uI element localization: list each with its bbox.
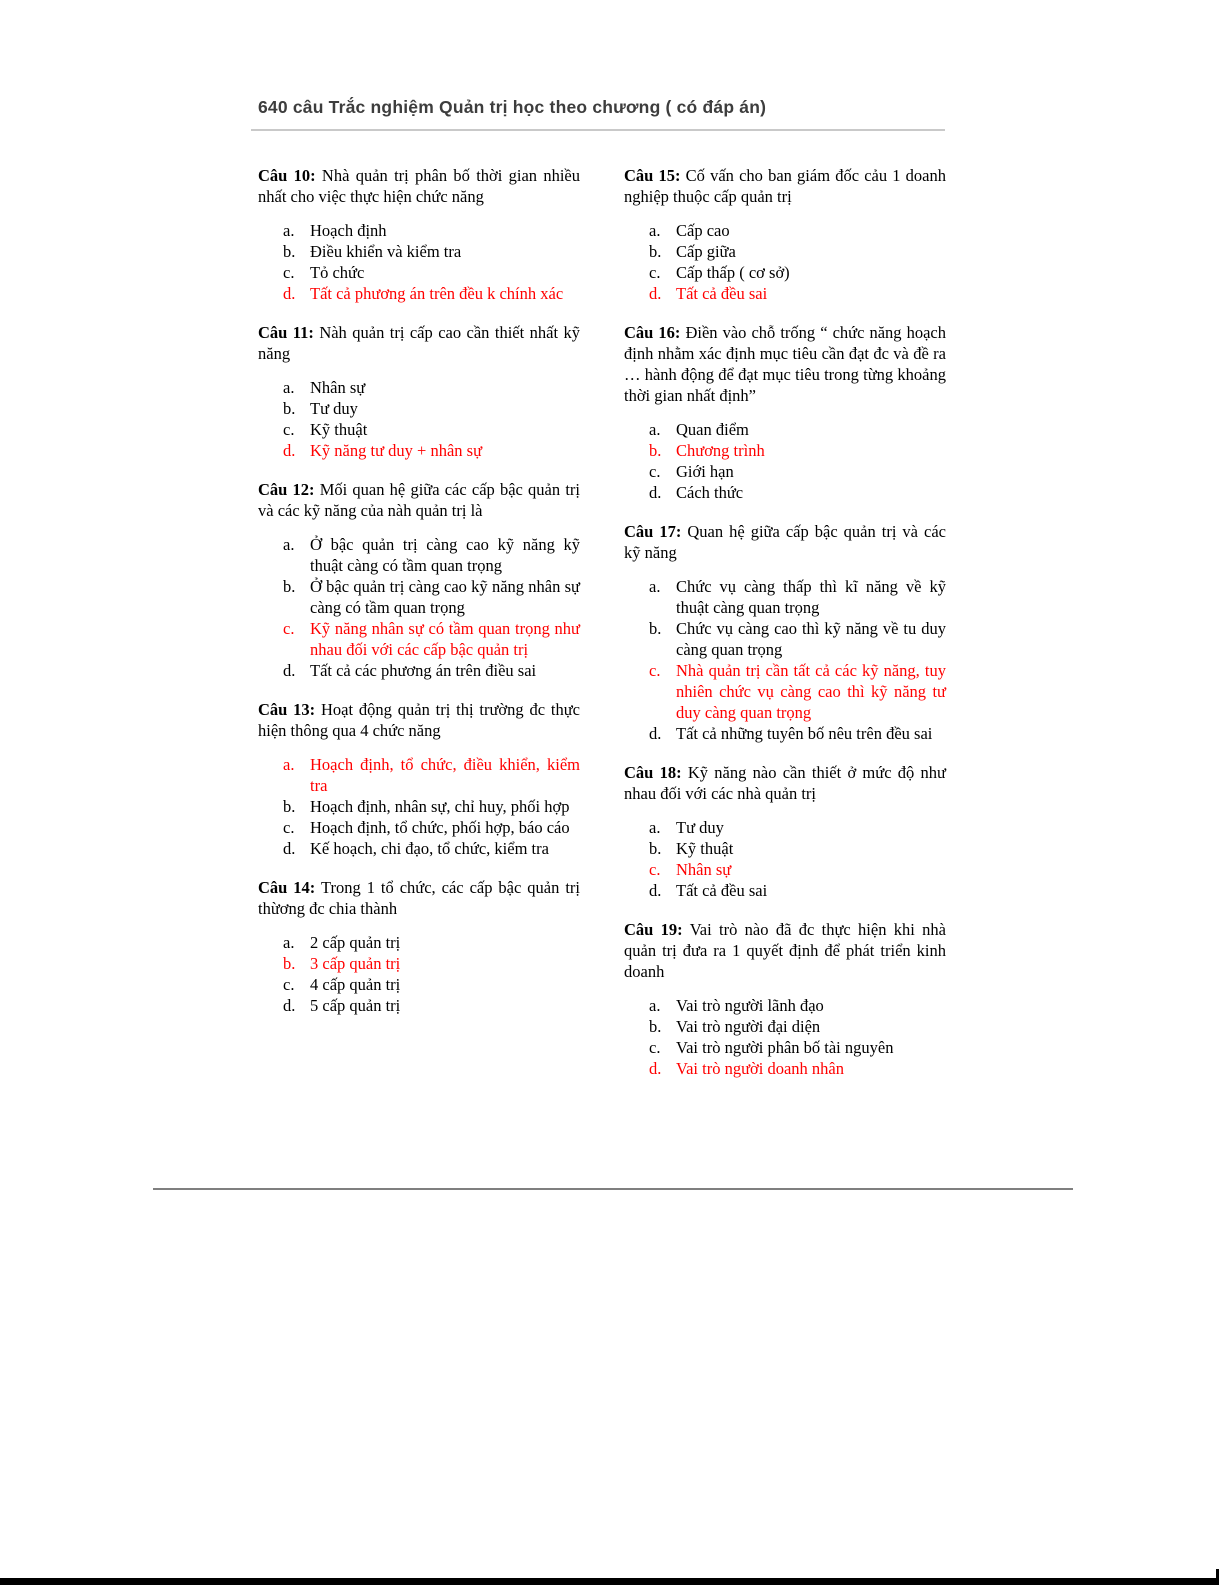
question: [258, 165, 580, 304]
option-letter: a.: [283, 933, 295, 952]
options-list: [283, 754, 580, 859]
option-text: 2 cấp quản trị: [310, 933, 401, 952]
answer-option: [649, 461, 946, 482]
options-list: [283, 220, 580, 304]
option-letter: d.: [283, 661, 296, 680]
answer-option: [649, 1058, 946, 1079]
option-text: Kỹ năng nhân sự có tầm quan trọng như nhau đối với các cấp bậc quản trị: [310, 619, 580, 659]
answer-option: [283, 398, 580, 419]
option-letter: d.: [283, 839, 296, 858]
question-text: Câu 19: Vai trò nào đã đc thực hiện khi nhà quản trị đưa ra 1 quyết định để phát triển kinh doanh: [624, 920, 946, 981]
option-text: Kỹ thuật: [676, 839, 734, 858]
answer-option: [283, 817, 580, 838]
option-letter: b.: [649, 242, 662, 261]
option-text: Quan điểm: [676, 420, 749, 439]
option-letter: b.: [283, 797, 296, 816]
question: [624, 322, 946, 503]
answer-option: [649, 482, 946, 503]
option-letter: c.: [649, 263, 661, 282]
question: [624, 762, 946, 901]
answer-option: [649, 880, 946, 901]
answer-option: [283, 534, 580, 576]
bottom-border-tick: [1216, 1569, 1219, 1585]
question-number: Câu 15:: [624, 166, 681, 185]
answer-option: [649, 859, 946, 880]
option-text: Nhân sự: [310, 378, 366, 397]
option-letter: b.: [283, 242, 296, 261]
answer-option: [649, 241, 946, 262]
option-letter: a.: [283, 535, 295, 554]
option-letter: a.: [649, 996, 661, 1015]
answer-option: [283, 932, 580, 953]
option-text: Tất cả đều sai: [676, 881, 768, 900]
answer-option: [649, 220, 946, 241]
option-text: Kế hoạch, chi đạo, tổ chức, kiểm tra: [310, 839, 549, 858]
option-text: Tất cả những tuyên bố nêu trên đều sai: [676, 724, 933, 743]
option-text: Vai trò người đại diện: [676, 1017, 821, 1036]
option-letter: c.: [283, 263, 295, 282]
options-list: [283, 377, 580, 461]
question-number: Câu 16:: [624, 323, 681, 342]
question-text: Câu 14: Trong 1 tổ chức, các cấp bậc quản trị thừơng đc chia thành: [258, 878, 580, 918]
answer-option: [283, 796, 580, 817]
option-text: 4 cấp quản trị: [310, 975, 401, 994]
answer-option: [649, 817, 946, 838]
option-letter: d.: [283, 284, 296, 303]
option-letter: a.: [283, 221, 295, 240]
option-text: Cấp cao: [676, 221, 730, 240]
answer-option: [649, 1016, 946, 1037]
question-number: Câu 11:: [258, 323, 314, 342]
option-text: Nhân sự: [676, 860, 732, 879]
option-text: 5 cấp quản trị: [310, 996, 401, 1015]
answer-option: [283, 754, 580, 796]
answer-option: [283, 974, 580, 995]
answer-option: [649, 723, 946, 744]
options-list: [649, 995, 946, 1079]
option-text: Tư duy: [310, 399, 358, 418]
question-number: Câu 10:: [258, 166, 316, 185]
option-text: Vai trò người phân bố tài nguyên: [676, 1038, 894, 1057]
option-text: Tỏ chức: [310, 263, 365, 282]
answer-option: [649, 1037, 946, 1058]
option-letter: b.: [283, 954, 296, 973]
option-letter: b.: [283, 577, 296, 596]
question-number: Câu 12:: [258, 480, 315, 499]
option-letter: d.: [283, 441, 296, 460]
option-letter: b.: [649, 441, 662, 460]
question: [258, 322, 580, 461]
bottom-border-bar: [0, 1578, 1219, 1585]
question-text: Câu 11: Nàh quản trị cấp cao cần thiết nhất kỹ năng: [258, 323, 580, 363]
option-letter: d.: [649, 724, 662, 743]
answer-option: [283, 283, 580, 304]
option-text: 3 cấp quản trị: [310, 954, 401, 973]
option-letter: c.: [283, 619, 295, 638]
answer-option: [283, 241, 580, 262]
question-text: Câu 12: Mối quan hệ giữa các cấp bậc quản trị và các kỹ năng của nàh quản trị là: [258, 480, 580, 520]
option-text: Ở bậc quản trị càng cao kỹ năng nhân sự càng có tầm quan trọng: [310, 577, 580, 617]
option-letter: c.: [283, 975, 295, 994]
option-letter: b.: [649, 839, 662, 858]
question-number: Câu 17:: [624, 522, 682, 541]
option-letter: a.: [283, 755, 295, 774]
option-text: Điều khiển và kiểm tra: [310, 242, 462, 261]
option-text: Chức vụ càng thấp thì kĩ năng về kỹ thuật càng quan trọng: [676, 577, 946, 617]
header-divider: [251, 129, 945, 131]
question: [624, 521, 946, 744]
answer-option: [283, 262, 580, 283]
question-text: Câu 17: Quan hệ giữa cấp bậc quản trị và các kỹ năng: [624, 522, 946, 562]
question-number: Câu 18:: [624, 763, 682, 782]
option-text: Tất cả các phương án trên điều sai: [310, 661, 537, 680]
option-letter: a.: [649, 420, 661, 439]
option-text: Hoạch định, nhân sự, chỉ huy, phối hợp: [310, 797, 570, 816]
answer-option: [283, 660, 580, 681]
answer-option: [283, 953, 580, 974]
option-letter: a.: [649, 577, 661, 596]
answer-option: [283, 440, 580, 461]
answer-option: [283, 618, 580, 660]
question: [258, 699, 580, 859]
right-column: [624, 165, 946, 1097]
answer-option: [649, 838, 946, 859]
option-text: Cấp thấp ( cơ sở): [676, 263, 790, 282]
answer-option: [283, 576, 580, 618]
option-text: Ở bậc quản trị càng cao kỹ năng kỹ thuật càng có tầm quan trọng: [310, 535, 580, 575]
question: [258, 877, 580, 1016]
answer-option: [649, 618, 946, 660]
option-letter: d.: [649, 881, 662, 900]
question-text: Câu 13: Hoạt động quản trị thị trường đc thực hiện thông qua 4 chức năng: [258, 700, 580, 740]
option-text: Kỹ năng tư duy + nhân sự: [310, 441, 483, 460]
options-list: [283, 932, 580, 1016]
option-text: Hoạch định: [310, 221, 387, 240]
question: [624, 165, 946, 304]
option-text: Hoạch định, tổ chức, phối hợp, báo cáo: [310, 818, 570, 837]
option-letter: c.: [649, 462, 661, 481]
option-text: Tất cả đều sai: [676, 284, 768, 303]
option-text: Chức vụ càng cao thì kỹ năng về tu duy càng quan trọng: [676, 619, 946, 659]
answer-option: [283, 377, 580, 398]
options-list: [649, 576, 946, 744]
content-columns: [258, 165, 946, 1097]
option-letter: c.: [649, 1038, 661, 1057]
options-list: [283, 534, 580, 681]
question-text: Câu 16: Điền vào chỗ trống “ chức năng hoạch định nhằm xác định mục tiêu cần đạt đc và đề ra … hành động để đạt mục tiêu trong từng khoảng thời gian nhất định”: [624, 323, 946, 405]
option-letter: d.: [283, 996, 296, 1015]
answer-option: [283, 220, 580, 241]
answer-option: [649, 440, 946, 461]
option-letter: d.: [649, 284, 662, 303]
option-letter: a.: [649, 221, 661, 240]
option-text: Giới hạn: [676, 462, 734, 481]
option-letter: b.: [649, 619, 662, 638]
question-number: Câu 13:: [258, 700, 316, 719]
option-text: Tất cả phương án trên đều k chính xác: [310, 284, 564, 303]
answer-option: [649, 576, 946, 618]
option-letter: d.: [649, 1059, 662, 1078]
answer-option: [649, 660, 946, 723]
option-text: Vai trò người doanh nhân: [676, 1059, 844, 1078]
answer-option: [283, 419, 580, 440]
option-letter: c.: [649, 860, 661, 879]
options-list: [649, 220, 946, 304]
answer-option: [649, 419, 946, 440]
option-letter: c.: [283, 420, 295, 439]
answer-option: [649, 262, 946, 283]
question-text: Câu 10: Nhà quản trị phân bố thời gian nhiều nhất cho việc thực hiện chức năng: [258, 166, 580, 206]
question-number: Câu 19:: [624, 920, 683, 939]
option-letter: a.: [649, 818, 661, 837]
option-text: Vai trò người lãnh đạo: [676, 996, 824, 1015]
options-list: [649, 419, 946, 503]
option-letter: b.: [283, 399, 296, 418]
option-text: Tư duy: [676, 818, 724, 837]
left-column: [258, 165, 580, 1097]
option-letter: a.: [283, 378, 295, 397]
option-text: Hoạch định, tổ chức, điều khiển, kiểm tra: [310, 755, 580, 795]
answer-option: [649, 995, 946, 1016]
option-text: Cấp giữa: [676, 242, 736, 261]
option-text: Cách thức: [676, 483, 744, 502]
document-title: 640 câu Trắc nghiệm Quản trị học theo chương ( có đáp án): [258, 97, 767, 117]
option-text: Nhà quản trị cần tất cả các kỹ năng, tuy nhiên chức vụ càng cao thì kỹ năng tư duy càng quan trọng: [676, 661, 946, 722]
answer-option: [283, 838, 580, 859]
option-letter: d.: [649, 483, 662, 502]
footer-divider: [153, 1188, 1073, 1190]
option-text: Kỹ thuật: [310, 420, 368, 439]
option-letter: b.: [649, 1017, 662, 1036]
question: [258, 479, 580, 681]
option-letter: c.: [649, 661, 661, 680]
question-number: Câu 14:: [258, 878, 316, 897]
answer-option: [649, 283, 946, 304]
answer-option: [283, 995, 580, 1016]
question-text: Câu 15: Cố vấn cho ban giám đốc cảu 1 doanh nghiệp thuộc cấp quản trị: [624, 166, 947, 206]
option-text: Chương trình: [676, 441, 765, 460]
option-letter: c.: [283, 818, 295, 837]
options-list: [649, 817, 946, 901]
question: [624, 919, 946, 1079]
question-text: Câu 18: Kỹ năng nào cần thiết ở mức độ như nhau đối với các nhà quản trị: [624, 763, 946, 803]
